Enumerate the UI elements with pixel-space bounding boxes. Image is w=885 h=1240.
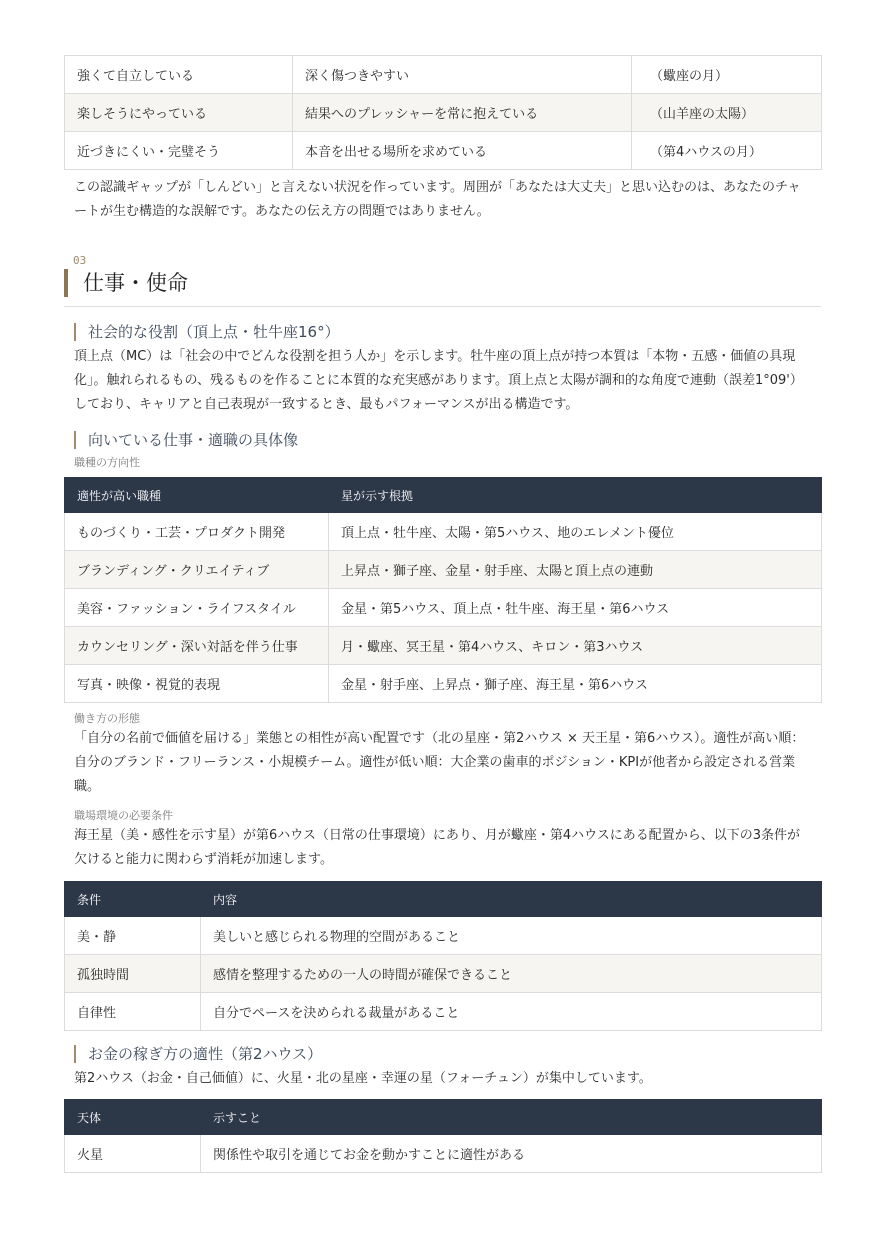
table-header-row <box>65 882 822 917</box>
table-cell: 孤独時間 <box>65 955 201 993</box>
table-header-row <box>65 1100 822 1135</box>
social-role-body: 頂上点（MC）は「社会の中でどんな役割を担う人か」を示します。牡牛座の頂上点が持つ本質は「本物・五感・価値の具現化」。触れられるもの、残るものを作ることに本質的な充実感があります。頂上点と太陽が調和的な角度で連動（誤差1°09'）しており、キャリアと自己表現が一致するとき、最もパフォーマンスが出る構造です。 <box>74 349 803 412</box>
table-cell: カウンセリング・深い対話を伴う仕事 <box>65 627 329 665</box>
section-title: 仕事・使命 <box>64 269 821 297</box>
table-header-row <box>65 478 822 513</box>
gap-paragraph: この認識ギャップが「しんどい」と言えない状況を作っています。周囲が「あなたは大丈夫」と思い込むのは、あなたのチャートが生む構造的な誤解です。あなたの伝え方の問題ではありません。 <box>74 180 801 219</box>
table-cell: 深く傷つきやすい <box>293 56 632 94</box>
environment-table <box>64 881 822 1031</box>
table-header-cell: 天体 <box>65 1100 201 1135</box>
table-cell: 写真・映像・視覚的表現 <box>65 665 329 703</box>
table-row <box>65 993 822 1031</box>
table-cell: 自律性 <box>65 993 201 1031</box>
environment-body: 海王星（美・感性を示す星）が第6ハウス（日常の仕事環境）にあり、月が蠍座・第4ハウスにある配置から、以下の3条件が欠けると能力に関わらず消耗が加速します。 <box>74 828 801 867</box>
table-cell: ブランディング・クリエイティブ <box>65 551 329 589</box>
money-body: 第2ハウス（お金・自己価値）に、火星・北の星座・幸運の星（フォーチュン）が集中しています。 <box>74 1071 652 1086</box>
work-style-label: 働き方の形態 <box>74 712 140 725</box>
section-number: 03 <box>73 254 87 267</box>
table-cell: 金星・射手座、上昇点・獅子座、海王星・第6ハウス <box>329 665 822 703</box>
work-style-body: 「自分の名前で価値を届ける」業態との相性が高い配置です（北の星座・第2ハウス × 天王星・第6ハウス）。適性が高い順：自分のブランド・フリーランス・小規模チーム。適性が低い順：大企業の歯車的ポジション・KPIが他者から設定される営業職。 <box>74 731 805 794</box>
table-cell: ものづくり・工芸・プロダクト開発 <box>65 513 329 551</box>
table-cell: 美・静 <box>65 917 201 955</box>
table-header-cell: 星が示す根拠 <box>329 478 822 513</box>
document-page <box>64 55 821 1173</box>
perception-table <box>64 55 822 170</box>
table-cell: （山羊座の太陽） <box>632 94 822 132</box>
table-cell: 関係性や取引を通じてお金を動かすことに適性がある <box>201 1135 822 1173</box>
jobs-table <box>64 477 822 703</box>
table-cell: 感情を整理するための一人の時間が確保できること <box>201 955 822 993</box>
table-row <box>65 665 822 703</box>
table-row <box>65 551 822 589</box>
table-cell: 頂上点・牡牛座、太陽・第5ハウス、地のエレメント優位 <box>329 513 822 551</box>
table-row <box>65 513 822 551</box>
section-header <box>64 254 821 307</box>
table-row <box>65 627 822 665</box>
table-cell: （第4ハウスの月） <box>632 132 822 170</box>
table-row <box>65 132 822 170</box>
table-cell: 本音を出せる場所を求めている <box>293 132 632 170</box>
jobs-label: 職種の方向性 <box>74 456 140 469</box>
table-cell: 月・蠍座、冥王星・第4ハウス、キロン・第3ハウス <box>329 627 822 665</box>
jobs-heading: 向いている仕事・適職の具体像 <box>74 431 821 449</box>
table-row <box>65 1135 822 1173</box>
table-row <box>65 955 822 993</box>
table-cell: （蠍座の月） <box>632 56 822 94</box>
table-header-cell: 示すこと <box>201 1100 822 1135</box>
table-cell: 金星・第5ハウス、頂上点・牡牛座、海王星・第6ハウス <box>329 589 822 627</box>
environment-label: 職場環境の必要条件 <box>74 809 173 822</box>
table-cell: 美しいと感じられる物理的空間があること <box>201 917 822 955</box>
table-row <box>65 917 822 955</box>
money-heading: お金の稼ぎ方の適性（第2ハウス） <box>74 1045 821 1063</box>
table-row <box>65 94 822 132</box>
table-header-cell: 内容 <box>201 882 822 917</box>
table-row <box>65 56 822 94</box>
table-cell: 上昇点・獅子座、金星・射手座、太陽と頂上点の連動 <box>329 551 822 589</box>
table-row <box>65 589 822 627</box>
table-header-cell: 適性が高い職種 <box>65 478 329 513</box>
money-table <box>64 1099 822 1173</box>
social-role-heading: 社会的な役割（頂上点・牡牛座16°） <box>74 323 821 341</box>
table-header-cell: 条件 <box>65 882 201 917</box>
table-cell: 火星 <box>65 1135 201 1173</box>
table-cell: 自分でペースを決められる裁量があること <box>201 993 822 1031</box>
table-cell: 近づきにくい・完璧そう <box>65 132 293 170</box>
table-cell: 強くて自立している <box>65 56 293 94</box>
table-cell: 楽しそうにやっている <box>65 94 293 132</box>
table-cell: 美容・ファッション・ライフスタイル <box>65 589 329 627</box>
table-cell: 結果へのプレッシャーを常に抱えている <box>293 94 632 132</box>
section-divider <box>64 306 821 307</box>
